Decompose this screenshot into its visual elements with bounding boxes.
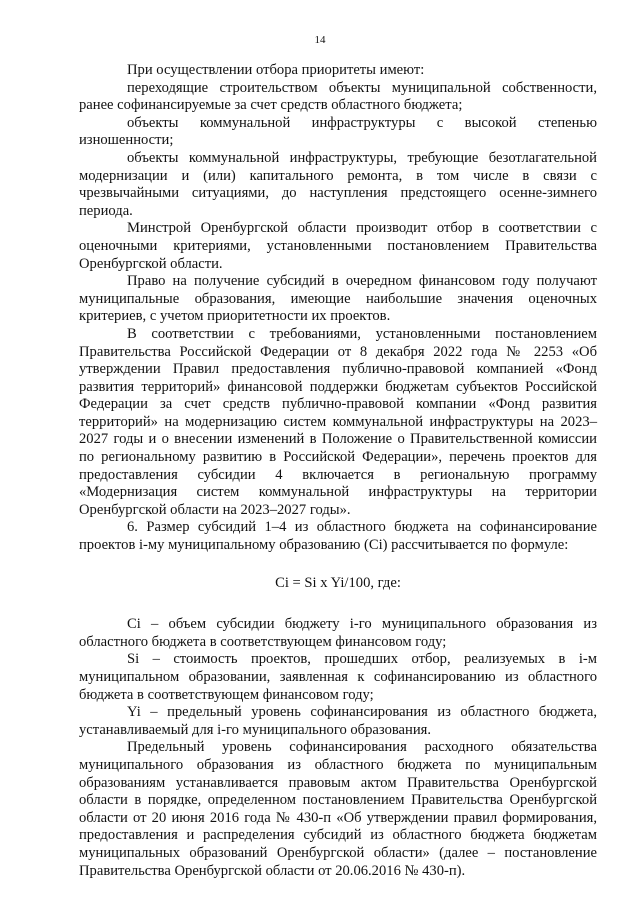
paragraph-minstroy-selection: Минстрой Оренбургской области производит отбор в соответствии с оценочными критериями, установленными постановлением Правительства Оренбургской области.	[79, 220, 597, 272]
paragraph-definition-ci: Ci – объем субсидии бюджету i-го муниципального образования из областного бюджета в соответствующем финансовом году;	[79, 616, 597, 650]
paragraph-priority-worn-infrastructure: объекты коммунальной инфраструктуры с высокой степенью изношенности;	[79, 114, 597, 149]
paragraph-definition-si: Si – стоимость проектов, прошедших отбор, реализуемых в i-м муниципальном образовании, заявленная к софинансированию из областного бюджета в соответствующем финансовом году;	[79, 651, 597, 703]
paragraph-priorities-intro: При осуществлении отбора приоритеты имеют:	[127, 62, 425, 78]
paragraph-subsidy-size-item-6: 6. Размер субсидий 1–4 из областного бюджета на софинансирование проектов i-му муниципальному образованию (Ci) рассчитывается по формуле:	[79, 519, 597, 554]
paragraph-definition-yi: Yi – предельный уровень софинансирования из областного бюджета, устанавливаемый для i-го муниципального образования.	[79, 704, 597, 738]
page-number: 14	[314, 34, 326, 46]
subsidy-formula: Ci = Si x Yi/100, где:	[275, 574, 401, 591]
paragraph-federal-requirements: В соответствии с требованиями, установленными постановлением Правительства Российской Федерации от 8 декабря 2022 года № 2253 «Об утверждении Правил предоставления публично-правовой компанией «Фонд развития территорий» финансовой поддержки бюджетам субъектов Российской Федерации за счет средств публично-правовой компании «Фонд развития территорий» на модернизацию систем коммунальной инфраструктуры на 2023–2027 годы и о внесении изменений в Положение о Правительственной комиссии по региональному развитию в Российской Федерации», перечень проектов для предоставления субсидии 4 включается в региональную программу «Модернизация систем коммунальной инфраструктуры на территории Оренбургской области на 2023–2027 годы».	[79, 325, 597, 518]
paragraph-priority-ongoing-objects: переходящие строительством объекты муниципальной собственности, ранее софинансируемые за счет средств областного бюджета;	[79, 79, 597, 114]
paragraph-cofinancing-level: Предельный уровень софинансирования расходного обязательства муниципального образования из областного бюджета по муниципальным образованиям устанавливается правовым актом Правительства Оренбургской области в порядке, определенном постановлением Правительства Оренбургской области от 20 июня 2016 года № 430-п «Об утверждении правил формирования, предоставления и распределения субсидий из областного бюджета бюджетам муниципальных образований Оренбургской области» (далее – постановление Правительства Оренбургской области от 20.06.2016 № 430-п).	[79, 739, 597, 879]
paragraph-right-to-subsidies: Право на получение субсидий в очередном финансовом году получают муниципальные образования, имеющие наибольшие значения оценочных критериев, с учетом приоритетности их проектов.	[79, 273, 597, 325]
paragraph-priority-urgent-modernization: объекты коммунальной инфраструктуры, требующие безотлагательной модернизации и (или) капитального ремонта, в том числе в связи с чрезвычайными ситуациями, до наступления предстоящего осенне-зимнего периода.	[79, 149, 597, 219]
document-body	[79, 62, 597, 880]
